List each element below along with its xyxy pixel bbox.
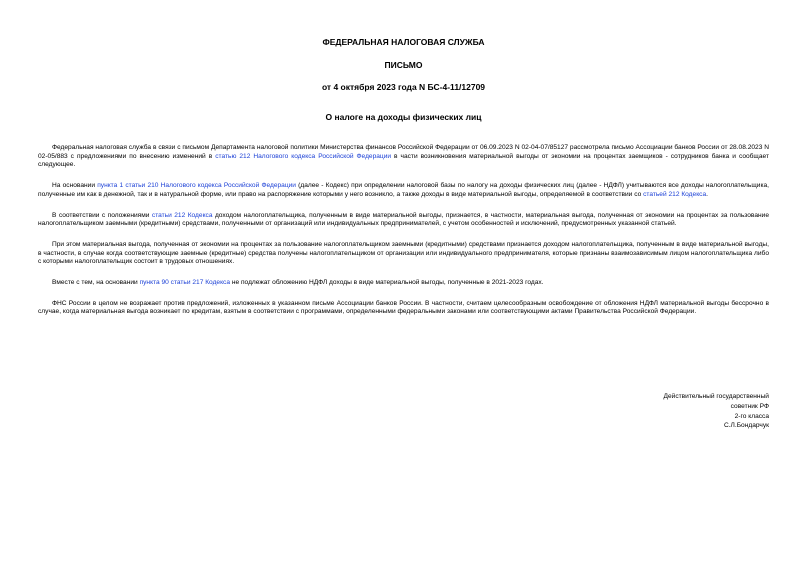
paragraph-text: в части возникновения материальной выгоды от экономии на процентах заемщиков - сотрудников банка и сообщает следующее. xyxy=(38,152,769,169)
paragraph-text: При этом материальная выгода, полученная от экономии на процентах за пользование налогоплательщиком заемными (кредитными) средствами признается доходом налогоплательщика, полученным в виде материальной выгоды, в частности, в случае когда соответствующие заемные (кредитные) средства получены налогоплательщиком от организации или индивидуального предпринимателя, которые признаны взаимозависимым лицом налогоплательщика либо с которыми налогоплательщик состоит в трудовых отношениях. xyxy=(38,240,769,266)
paragraph-text: ФНС России в целом не возражает против предложений, изложенных в указанном письме Ассоциации банков России. В частности, считаем целесообразным освобождение от обложения НДФЛ материальной выгоды бессрочно в случае, когда материальная выгода возникает по кредитам, взятым в соответствии с программами, определенными федеральными законами или соответствующими актами Правительства Российской Федерации. xyxy=(38,299,769,316)
legal-reference-link[interactable]: пункта 1 статьи 210 Налогового кодекса Российской Федерации xyxy=(97,182,296,190)
body-paragraph xyxy=(38,144,769,170)
signature-rank-line2: советник РФ xyxy=(730,402,769,410)
document-type: ПИСЬМО xyxy=(384,60,423,70)
paragraph-text: На основании xyxy=(52,182,98,190)
body-paragraph xyxy=(38,300,769,317)
legal-reference-link[interactable]: статьи 212 Кодекса xyxy=(151,211,213,219)
body-paragraph xyxy=(38,241,769,267)
document-date-number: от 4 октября 2023 года N БС-4-11/12709 xyxy=(321,82,486,92)
paragraph-text: (далее - Кодекс) при определении налоговой базы по налогу на доходы физических лиц (далее - НДФЛ) учитываются все доходы налогоплательщика, полученные им как в денежной, так и в натуральной форме, или право на распоряжение которыми у него возникло, а также доходы в виде материальной выгоды, определяемой в соответствии со xyxy=(38,182,769,198)
body-paragraph xyxy=(38,182,769,199)
paragraph-text: В соответствии с положениями xyxy=(52,211,152,219)
paragraph-text: . xyxy=(706,190,708,198)
paragraph-text: Вместе с тем, на основании xyxy=(52,279,140,287)
signature-block xyxy=(664,392,770,431)
legal-reference-link[interactable]: пункта 90 статьи 217 Кодекса xyxy=(139,279,231,287)
paragraph-text: Федеральная налоговая служба в связи с письмом Департамента налоговой политики Министерства финансов Российской Федерации от 06.09.2023 N 02-04-07/85127 рассмотрела письмо Ассоциации банков России от 28.08.2023 N 02-05/883 с предложениями по внесению изменений в xyxy=(38,144,769,160)
document-subject: О налоге на доходы физических лиц xyxy=(325,112,482,122)
signature-rank-line3: 2-го класса xyxy=(734,412,769,420)
legal-reference-link[interactable]: статью 212 Налогового кодекса Российской Федерации xyxy=(215,152,392,160)
body-paragraph xyxy=(38,279,769,288)
letter-body xyxy=(38,144,769,317)
agency-title: ФЕДЕРАЛЬНАЯ НАЛОГОВАЯ СЛУЖБА xyxy=(322,37,485,47)
body-paragraph xyxy=(38,212,769,229)
signature-rank-line1: Действительный государственный xyxy=(663,393,769,400)
legal-reference-link[interactable]: статьей 212 Кодекса xyxy=(643,190,707,198)
paragraph-text: не подлежат обложению НДФЛ доходы в виде материальной выгоды, полученные в 2021-2023 годах. xyxy=(230,279,544,287)
signature-name: С.Л.Бондарчук xyxy=(723,422,769,430)
paragraph-text: доходом налогоплательщика, полученным в виде материальной выгоды, признается, в частности, материальная выгода, полученная от экономии на процентах за пользование налогоплательщиком заемными (кредитными) средствами, полученными от организаций или индивидуальных предпринимателей, с учетом особенностей и исключений, предусмотренных указанной статьей. xyxy=(38,211,769,228)
